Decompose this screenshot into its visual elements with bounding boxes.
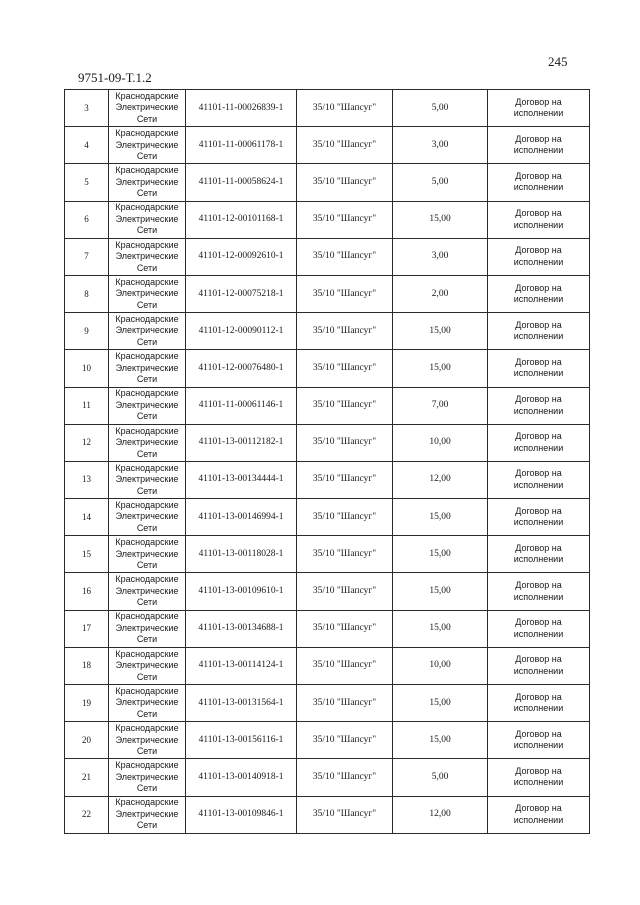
power-value-cell: 15,00 — [393, 313, 488, 350]
table-row — [65, 201, 590, 238]
organization-line: Краснодарские — [115, 685, 179, 696]
contract-status-cell — [488, 127, 590, 164]
contract-status-cell — [488, 461, 590, 498]
organization-line: Электрические — [115, 660, 179, 671]
table-row — [65, 387, 590, 424]
status-line: Договор на — [515, 394, 562, 405]
status-line: исполнении — [513, 219, 564, 230]
table-row — [65, 275, 590, 312]
table-row — [65, 90, 590, 127]
substation-cell: 35/10 "Шапсуг" — [297, 201, 393, 238]
organization-line: Краснодарские — [115, 276, 179, 287]
contract-status-cell — [488, 313, 590, 350]
substation-cell: 35/10 "Шапсуг" — [297, 536, 393, 573]
organization-cell — [109, 127, 186, 164]
organization-line: Сети — [136, 262, 158, 273]
page-number: 245 — [548, 54, 568, 69]
organization-cell — [109, 424, 186, 461]
row-number-cell: 5 — [65, 164, 109, 201]
row-number-cell: 20 — [65, 722, 109, 759]
organization-line: Краснодарские — [115, 797, 179, 808]
organization-line: Сети — [136, 299, 158, 310]
contract-status-cell — [488, 387, 590, 424]
organization-line: Краснодарские — [115, 648, 179, 659]
table-row — [65, 722, 590, 759]
status-line: исполнении — [513, 368, 564, 379]
status-line: исполнении — [513, 331, 564, 342]
organization-line: Сети — [136, 485, 158, 496]
organization-line: Сети — [136, 113, 158, 124]
application-code-cell: 41101-13-00109610-1 — [186, 573, 297, 610]
row-number-cell: 18 — [65, 647, 109, 684]
substation-cell: 35/10 "Шапсуг" — [297, 387, 393, 424]
substation-cell: 35/10 "Шапсуг" — [297, 164, 393, 201]
substation-cell: 35/10 "Шапсуг" — [297, 350, 393, 387]
organization-line: Краснодарские — [115, 388, 179, 399]
organization-line: Электрические — [115, 474, 179, 485]
application-code-cell: 41101-11-00061178-1 — [186, 127, 297, 164]
substation-cell: 35/10 "Шапсуг" — [297, 573, 393, 610]
application-code-cell: 41101-13-00109846-1 — [186, 796, 297, 833]
organization-line: Краснодарские — [115, 90, 179, 101]
organization-line: Сети — [136, 708, 158, 719]
organization-line: Краснодарские — [115, 760, 179, 771]
application-code-cell: 41101-11-00061146-1 — [186, 387, 297, 424]
row-number-cell: 8 — [65, 275, 109, 312]
status-line: Договор на — [515, 654, 562, 665]
organization-line: Сети — [136, 336, 158, 347]
row-number-cell: 10 — [65, 350, 109, 387]
organization-line: Электрические — [115, 399, 179, 410]
organization-line: Электрические — [115, 102, 179, 113]
status-line: исполнении — [513, 517, 564, 528]
row-number-cell: 13 — [65, 461, 109, 498]
document-code: 9751-09-Т.1.2 — [78, 70, 152, 85]
row-number-cell: 15 — [65, 536, 109, 573]
organization-line: Сети — [136, 597, 158, 608]
application-code-cell: 41101-13-00118028-1 — [186, 536, 297, 573]
status-line: Договор на — [515, 319, 562, 330]
row-number-cell: 14 — [65, 499, 109, 536]
organization-line: Электрические — [115, 548, 179, 559]
organization-line: Краснодарские — [115, 499, 179, 510]
contract-status-cell — [488, 164, 590, 201]
organization-line: Краснодарские — [115, 239, 179, 250]
table-row — [65, 536, 590, 573]
power-value-cell: 12,00 — [393, 796, 488, 833]
table-row — [65, 127, 590, 164]
application-code-cell: 41101-13-00146994-1 — [186, 499, 297, 536]
organization-line: Сети — [136, 448, 158, 459]
organization-cell — [109, 350, 186, 387]
contract-status-cell — [488, 536, 590, 573]
substation-cell: 35/10 "Шапсуг" — [297, 499, 393, 536]
status-line: Договор на — [515, 803, 562, 814]
organization-line: Электрические — [115, 622, 179, 633]
contract-status-cell — [488, 610, 590, 647]
contract-status-cell — [488, 796, 590, 833]
status-line: исполнении — [513, 479, 564, 490]
organization-line: Электрические — [115, 511, 179, 522]
application-code-cell: 41101-11-00026839-1 — [186, 90, 297, 127]
organization-line: Краснодарские — [115, 313, 179, 324]
substation-cell: 35/10 "Шапсуг" — [297, 90, 393, 127]
organization-cell — [109, 647, 186, 684]
row-number-cell: 3 — [65, 90, 109, 127]
power-value-cell: 5,00 — [393, 759, 488, 796]
table-row — [65, 759, 590, 796]
status-line: Договор на — [515, 617, 562, 628]
status-line: исполнении — [513, 703, 564, 714]
status-line: Договор на — [515, 133, 562, 144]
substation-cell: 35/10 "Шапсуг" — [297, 685, 393, 722]
substation-cell: 35/10 "Шапсуг" — [297, 647, 393, 684]
power-value-cell: 5,00 — [393, 90, 488, 127]
organization-line: Электрические — [115, 697, 179, 708]
status-line: исполнении — [513, 294, 564, 305]
application-code-cell: 41101-12-00076480-1 — [186, 350, 297, 387]
table-row — [65, 647, 590, 684]
contracts-table-body — [65, 90, 590, 834]
status-line: исполнении — [513, 554, 564, 565]
substation-cell: 35/10 "Шапсуг" — [297, 461, 393, 498]
substation-cell: 35/10 "Шапсуг" — [297, 275, 393, 312]
power-value-cell: 15,00 — [393, 201, 488, 238]
application-code-cell: 41101-13-00140918-1 — [186, 759, 297, 796]
power-value-cell: 5,00 — [393, 164, 488, 201]
organization-line: Сети — [136, 746, 158, 757]
table-row — [65, 164, 590, 201]
organization-line: Краснодарские — [115, 537, 179, 548]
contract-status-cell — [488, 722, 590, 759]
organization-line: Электрические — [115, 251, 179, 262]
contract-status-cell — [488, 238, 590, 275]
organization-line: Краснодарские — [115, 165, 179, 176]
table-row — [65, 424, 590, 461]
contract-status-cell — [488, 647, 590, 684]
organization-line: Сети — [136, 188, 158, 199]
status-line: Договор на — [515, 580, 562, 591]
organization-line: Сети — [136, 522, 158, 533]
status-line: Договор на — [515, 170, 562, 181]
table-row — [65, 350, 590, 387]
contract-status-cell — [488, 201, 590, 238]
row-number-cell: 4 — [65, 127, 109, 164]
substation-cell: 35/10 "Шапсуг" — [297, 610, 393, 647]
status-line: исполнении — [513, 108, 564, 119]
application-code-cell: 41101-13-00156116-1 — [186, 722, 297, 759]
power-value-cell: 10,00 — [393, 424, 488, 461]
power-value-cell: 15,00 — [393, 536, 488, 573]
table-row — [65, 796, 590, 833]
power-value-cell: 3,00 — [393, 238, 488, 275]
table-row — [65, 238, 590, 275]
contract-status-cell — [488, 759, 590, 796]
contract-status-cell — [488, 499, 590, 536]
application-code-cell: 41101-13-00114124-1 — [186, 647, 297, 684]
organization-cell — [109, 164, 186, 201]
organization-cell — [109, 90, 186, 127]
power-value-cell: 15,00 — [393, 685, 488, 722]
organization-cell — [109, 796, 186, 833]
organization-line: Сети — [136, 151, 158, 162]
status-line: исполнении — [513, 591, 564, 602]
table-row — [65, 461, 590, 498]
status-line: Договор на — [515, 96, 562, 107]
contract-status-cell — [488, 90, 590, 127]
status-line: исполнении — [513, 256, 564, 267]
substation-cell: 35/10 "Шапсуг" — [297, 424, 393, 461]
contracts-table — [64, 89, 590, 834]
organization-line: Сети — [136, 225, 158, 236]
organization-cell — [109, 201, 186, 238]
organization-line: Сети — [136, 374, 158, 385]
organization-line: Краснодарские — [115, 611, 179, 622]
organization-cell — [109, 573, 186, 610]
organization-line: Сети — [136, 820, 158, 831]
application-code-cell: 41101-13-00134688-1 — [186, 610, 297, 647]
organization-cell — [109, 275, 186, 312]
application-code-cell: 41101-13-00112182-1 — [186, 424, 297, 461]
status-line: Договор на — [515, 542, 562, 553]
power-value-cell: 15,00 — [393, 499, 488, 536]
organization-line: Электрические — [115, 808, 179, 819]
status-line: Договор на — [515, 728, 562, 739]
substation-cell: 35/10 "Шапсуг" — [297, 722, 393, 759]
power-value-cell: 12,00 — [393, 461, 488, 498]
substation-cell: 35/10 "Шапсуг" — [297, 313, 393, 350]
organization-line: Сети — [136, 783, 158, 794]
status-line: Договор на — [515, 468, 562, 479]
contract-status-cell — [488, 685, 590, 722]
organization-line: Краснодарские — [115, 202, 179, 213]
organization-cell — [109, 238, 186, 275]
organization-line: Краснодарские — [115, 351, 179, 362]
organization-line: Сети — [136, 560, 158, 571]
organization-cell — [109, 685, 186, 722]
application-code-cell: 41101-11-00058624-1 — [186, 164, 297, 201]
organization-cell — [109, 610, 186, 647]
row-number-cell: 21 — [65, 759, 109, 796]
application-code-cell: 41101-12-00092610-1 — [186, 238, 297, 275]
power-value-cell: 15,00 — [393, 722, 488, 759]
power-value-cell: 15,00 — [393, 610, 488, 647]
power-value-cell: 7,00 — [393, 387, 488, 424]
table-row — [65, 610, 590, 647]
power-value-cell: 15,00 — [393, 350, 488, 387]
substation-cell: 35/10 "Шапсуг" — [297, 127, 393, 164]
organization-line: Электрические — [115, 288, 179, 299]
power-value-cell: 3,00 — [393, 127, 488, 164]
application-code-cell: 41101-12-00101168-1 — [186, 201, 297, 238]
application-code-cell: 41101-13-00131564-1 — [186, 685, 297, 722]
organization-line: Краснодарские — [115, 462, 179, 473]
row-number-cell: 7 — [65, 238, 109, 275]
substation-cell: 35/10 "Шапсуг" — [297, 238, 393, 275]
status-line: Договор на — [515, 691, 562, 702]
organization-line: Сети — [136, 634, 158, 645]
row-number-cell: 17 — [65, 610, 109, 647]
organization-line: Краснодарские — [115, 723, 179, 734]
status-line: исполнении — [513, 628, 564, 639]
contract-status-cell — [488, 573, 590, 610]
row-number-cell: 12 — [65, 424, 109, 461]
organization-line: Электрические — [115, 362, 179, 373]
organization-cell — [109, 722, 186, 759]
organization-cell — [109, 461, 186, 498]
status-line: исполнении — [513, 814, 564, 825]
status-line: исполнении — [513, 665, 564, 676]
status-line: исполнении — [513, 182, 564, 193]
row-number-cell: 16 — [65, 573, 109, 610]
status-line: Договор на — [515, 282, 562, 293]
application-code-cell: 41101-12-00075218-1 — [186, 275, 297, 312]
organization-cell — [109, 759, 186, 796]
organization-line: Электрические — [115, 213, 179, 224]
organization-line: Электрические — [115, 176, 179, 187]
organization-line: Сети — [136, 411, 158, 422]
status-line: исполнении — [513, 442, 564, 453]
row-number-cell: 22 — [65, 796, 109, 833]
organization-line: Электрические — [115, 585, 179, 596]
status-line: исполнении — [513, 145, 564, 156]
organization-line: Электрические — [115, 139, 179, 150]
status-line: Договор на — [515, 505, 562, 516]
organization-cell — [109, 313, 186, 350]
status-line: Договор на — [515, 431, 562, 442]
organization-line: Электрические — [115, 437, 179, 448]
organization-cell — [109, 536, 186, 573]
contract-status-cell — [488, 275, 590, 312]
power-value-cell: 2,00 — [393, 275, 488, 312]
organization-cell — [109, 387, 186, 424]
organization-line: Сети — [136, 671, 158, 682]
row-number-cell: 11 — [65, 387, 109, 424]
organization-line: Электрические — [115, 771, 179, 782]
organization-line: Краснодарские — [115, 425, 179, 436]
substation-cell: 35/10 "Шапсуг" — [297, 759, 393, 796]
contract-status-cell — [488, 424, 590, 461]
table-row — [65, 313, 590, 350]
status-line: Договор на — [515, 765, 562, 776]
application-code-cell: 41101-13-00134444-1 — [186, 461, 297, 498]
organization-line: Электрические — [115, 734, 179, 745]
application-code-cell: 41101-12-00090112-1 — [186, 313, 297, 350]
row-number-cell: 6 — [65, 201, 109, 238]
power-value-cell: 15,00 — [393, 573, 488, 610]
organization-line: Краснодарские — [115, 128, 179, 139]
table-row — [65, 499, 590, 536]
organization-line: Электрические — [115, 325, 179, 336]
status-line: Договор на — [515, 245, 562, 256]
status-line: исполнении — [513, 740, 564, 751]
status-line: Договор на — [515, 208, 562, 219]
status-line: исполнении — [513, 777, 564, 788]
organization-cell — [109, 499, 186, 536]
row-number-cell: 9 — [65, 313, 109, 350]
status-line: исполнении — [513, 405, 564, 416]
status-line: Договор на — [515, 356, 562, 367]
table-row — [65, 573, 590, 610]
organization-line: Краснодарские — [115, 574, 179, 585]
power-value-cell: 10,00 — [393, 647, 488, 684]
row-number-cell: 19 — [65, 685, 109, 722]
contract-status-cell — [488, 350, 590, 387]
table-row — [65, 685, 590, 722]
substation-cell: 35/10 "Шапсуг" — [297, 796, 393, 833]
